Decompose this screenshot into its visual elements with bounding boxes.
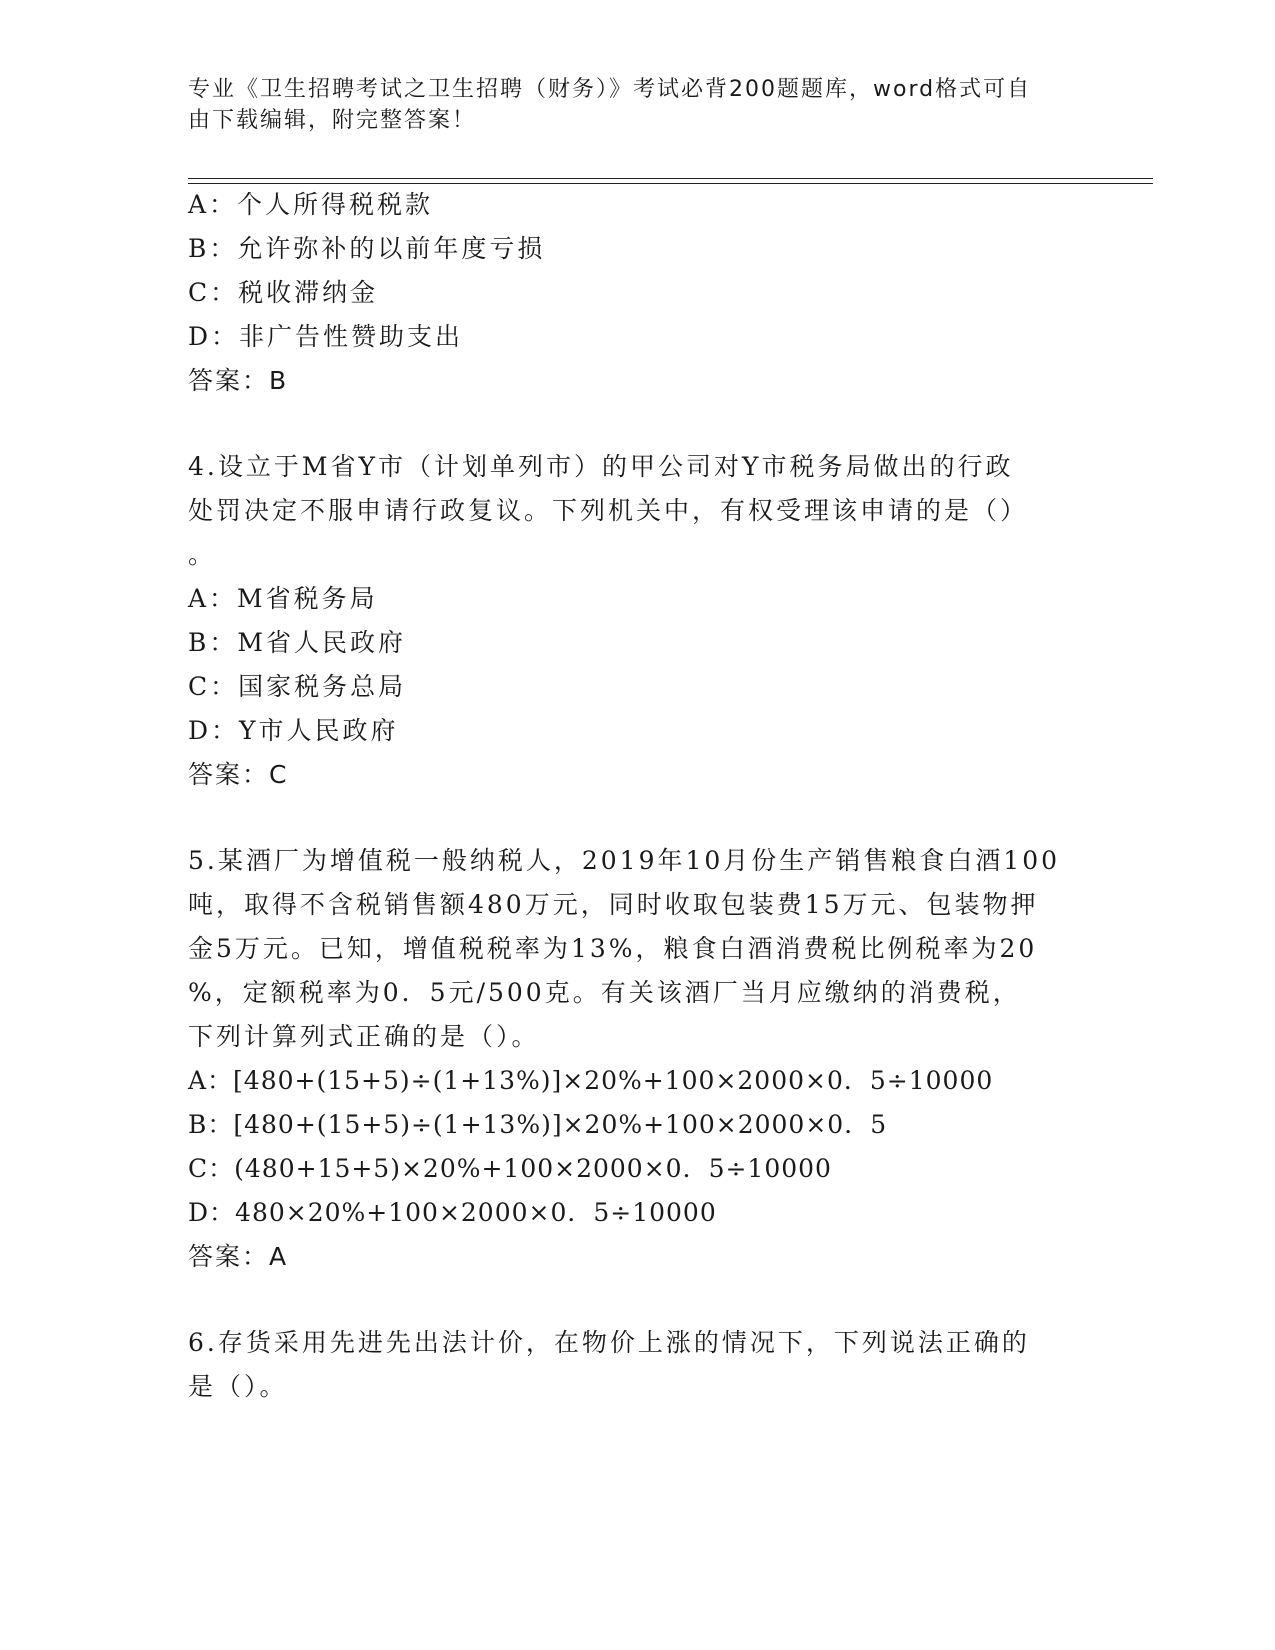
q4-stem-line-3: 。 xyxy=(188,540,217,569)
q3-option-c: C：税收滞纳金 xyxy=(188,278,379,307)
q5-option-b: B：[480+(15+5)÷(1+13%)]×20%+100×2000×0．5 xyxy=(188,1110,888,1139)
q5-stem-line-4: %，定额税率为0．5元/500克。有关该酒厂当月应缴纳的消费税， xyxy=(188,978,1021,1007)
q4-option-c: C：国家税务总局 xyxy=(188,672,407,701)
q4-option-d: D：Y市人民政府 xyxy=(188,716,399,745)
q5-stem-line-3: 金5万元。已知，增值税税率为13%，粮食白酒消费税比例税率为20 xyxy=(188,934,1038,963)
q3-answer: 答案：B xyxy=(188,366,289,395)
q6-stem-line-1: 6.存货采用先进先出法计价，在物价上涨的情况下，下列说法正确的 xyxy=(188,1328,1030,1357)
document-header xyxy=(188,74,1068,136)
q3-option-d: D：非广告性赞助支出 xyxy=(188,322,464,351)
q5-option-c: C：(480+15+5)×20%+100×2000×0．5÷10000 xyxy=(188,1154,832,1183)
q5-stem-line-5: 下列计算列式正确的是（）。 xyxy=(188,1022,540,1051)
q5-option-d: D：480×20%+100×2000×0．5÷10000 xyxy=(188,1198,717,1227)
header-line-2: 由下载编辑，附完整答案！ xyxy=(188,108,477,133)
q4-option-b: B：M省人民政府 xyxy=(188,628,406,657)
q4-stem-line-1: 4.设立于M省Y市（计划单列市）的甲公司对Y市税务局做出的行政 xyxy=(188,452,1014,481)
header-divider-bottom xyxy=(188,183,1153,184)
q3-option-b: B：允许弥补的以前年度亏损 xyxy=(188,234,546,263)
header-divider-top xyxy=(188,178,1153,179)
q4-stem-line-2: 处罚决定不服申请行政复议。下列机关中，有权受理该申请的是（） xyxy=(188,496,1029,525)
q5-stem-line-1: 5.某酒厂为增值税一般纳税人，2019年10月份生产销售粮食白酒100 xyxy=(188,846,1061,875)
q5-option-a: A：[480+(15+5)÷(1+13%)]×20%+100×2000×0．5÷10000 xyxy=(188,1066,994,1095)
q5-answer: 答案：A xyxy=(188,1242,289,1271)
q4-option-a: A：M省税务局 xyxy=(188,584,378,613)
q5-stem-line-2: 吨，取得不含税销售额480万元，同时收取包装费15万元、包装物押 xyxy=(188,890,1039,919)
q4-answer: 答案：C xyxy=(188,760,289,789)
q6-stem-line-2: 是（）。 xyxy=(188,1372,288,1401)
q3-option-a: A：个人所得税税款 xyxy=(188,190,434,219)
header-line-1: 专业《卫生招聘考试之卫生招聘（财务）》考试必背200题题库，word格式可自 xyxy=(188,77,1032,102)
